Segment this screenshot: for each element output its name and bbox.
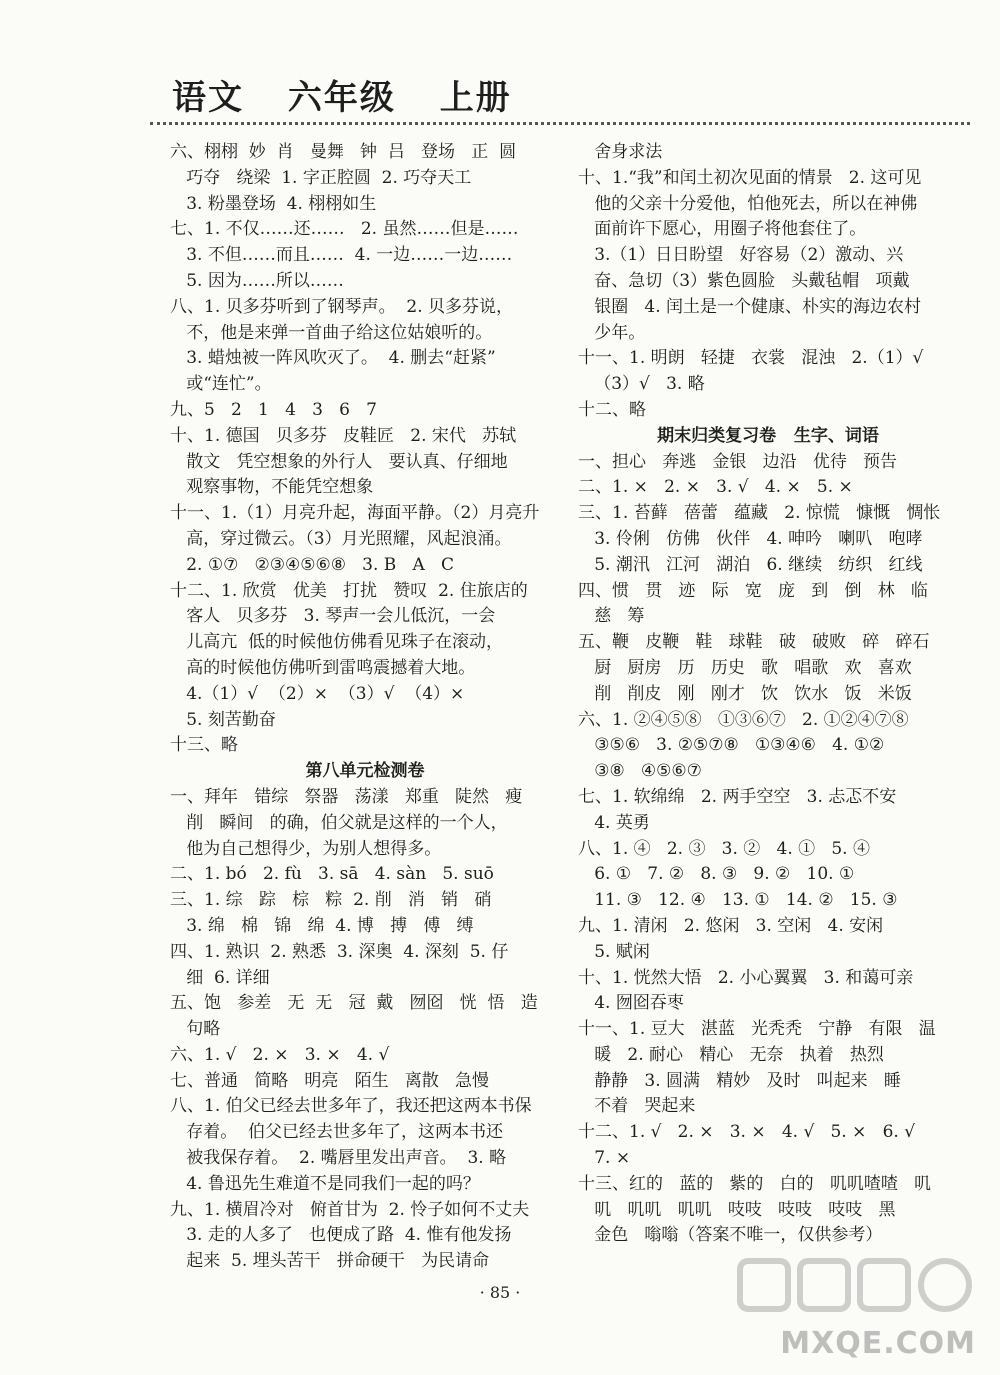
header-divider [150, 122, 970, 125]
right-line: 七、1. 软绵绵 2. 两手空空 3. 忐忑不安 [578, 786, 897, 807]
left-line: 七、普通 简略 明亮 陌生 离散 急慢 [170, 1070, 490, 1091]
right-line: 3.（1）日日盼望 好容易（2）激动、兴 [578, 245, 904, 266]
left-line: 被我保存着。 2. 嘴唇里发出声音。 3. 略 [170, 1148, 507, 1169]
left-line: 九、5 2 1 4 3 6 7 [170, 399, 377, 420]
right-line: 四、惯 贯 迹 际 宽 庞 到 倒 林 临 [578, 580, 928, 601]
right-column [578, 140, 958, 1249]
right-line: ③⑤⑥ 3. ②⑤⑦⑧ ①③④⑥ 4. ①② [578, 735, 885, 756]
left-line: 高的时候他仿佛听到雷鸣震撼着大地。 [170, 657, 476, 678]
right-line: 奋、急切（3）紫色圆脸 头戴毡帽 项戴 [578, 270, 910, 291]
right-line: 6. ① 7. ② 8. ③ 9. ② 10. ① [578, 864, 855, 885]
right-line: 面前许下愿心，用圈子将他套住了。 [578, 219, 867, 240]
left-line: 十二、1. 欣赏 优美 打扰 赞叹 2. 住旅店的 [170, 580, 528, 601]
left-line: 十一、1.（1）月亮升起，海面平静。（2）月亮升 [170, 503, 540, 524]
right-line: 11. ③ 12. ④ 13. ① 14. ② 15. ③ [578, 890, 898, 911]
left-line: 六、栩栩 妙 肖 曼舞 钟 吕 登场 正 圆 [170, 142, 517, 162]
right-line: 十、1.“我”和闰土初次见面的情景 2. 这可见 [578, 167, 922, 188]
left-line: 不，他是来弹一首曲子给这位姑娘听的。 [170, 322, 493, 343]
left-line: 3. 蜡烛被一阵风吹灭了。 4. 删去“赶紧” [170, 348, 496, 369]
left-line: 起来 5. 埋头苦干 拼命硬干 为民请命 [170, 1251, 490, 1272]
left-column [170, 140, 560, 1275]
left-line: 九、1. 横眉冷对 俯首甘为 2. 怜子如何不丈夫 [170, 1199, 530, 1220]
left-line: 二、1. bó 2. fù 3. sā 4. sàn 5. suō [170, 864, 494, 885]
left-line: 散文 凭空想象的外行人 要认真、仔细地 [170, 451, 508, 472]
right-line: 五、鞭 皮鞭 鞋 球鞋 破 破败 碎 碎石 [578, 632, 930, 653]
left-line: 3. 走的人多了 也便成了路 4. 惟有他发扬 [170, 1225, 512, 1246]
left-line: 或“连忙”。 [170, 374, 272, 395]
left-line: 5. 刻苦勤奋 [170, 709, 276, 730]
right-line: 削 削皮 刚 刚才 饮 饮水 饭 米饭 [578, 683, 912, 704]
right-line: 十一、1. 豆大 湛蓝 光秃秃 宁静 有限 温 [578, 1019, 936, 1040]
right-line: （3）√ 3. 略 [578, 374, 705, 395]
right-line: 一、担心 奔逃 金银 边沿 优待 预告 [578, 451, 898, 472]
right-line: 厨 厨房 历 历史 歌 唱歌 欢 喜欢 [578, 657, 912, 678]
right-line: 十二、1. √ 2. × 3. × 4. √ 5. × 6. √ [578, 1122, 916, 1143]
left-line: 巧夺 绕梁 1. 字正腔圆 2. 巧夺天工 [170, 167, 472, 188]
right-line: 十三、红的 蓝的 紫的 白的 叽叽喳喳 叽 [578, 1173, 932, 1194]
right-line: 六、1. ②④⑤⑧ ①③⑥⑦ 2. ①②④⑦⑧ [578, 709, 909, 730]
page-number: · 85 · [479, 1283, 521, 1302]
right-line: 二、1. × 2. × 3. √ 4. × 5. × [578, 477, 853, 498]
left-line: 十、1. 德国 贝多芬 皮鞋匠 2. 宋代 苏轼 [170, 425, 517, 446]
right-line: 4. 英勇 [578, 812, 650, 833]
left-line: 他为自己想得少，为别人想得多。 [170, 838, 442, 859]
left-line: 六、1. √ 2. × 3. × 4. √ [170, 1044, 390, 1065]
right-line: 十一、1. 明朗 轻捷 衣裳 混浊 2.（1）√ [578, 348, 924, 369]
right-line: 5. 赋闲 [578, 941, 650, 962]
left-line: 削 瞬间 的确，伯父就是这样的一个人， [170, 812, 508, 833]
left-line: 观察事物，不能凭空想象 [170, 477, 374, 498]
left-line: 高，穿过微云。（3）月光照耀，风起浪涌。 [170, 528, 512, 549]
left-line: 儿高亢 低的时候他仿佛看见珠子在滚动， [170, 632, 504, 653]
right-line: 三、1. 苔藓 蓓蕾 蕴藏 2. 惊慌 慷慨 惆怅 [578, 503, 941, 524]
right-line: 暖 2. 耐心 精心 无奈 执着 热烈 [578, 1044, 884, 1065]
left-line: 句略 [170, 1019, 221, 1040]
left-line: 八、1. 贝多芬听到了钢琴声。 2. 贝多芬说， [170, 296, 514, 317]
grade: 六年级 [287, 78, 396, 118]
right-line: 7. × [578, 1148, 631, 1169]
right-line: 银圈 4. 闰土是一个健康、朴实的海边农村 [578, 296, 922, 317]
left-line: 3. 绵 棉 锦 绵 4. 博 搏 傅 缚 [170, 915, 474, 936]
right-line: 不着 哭起来 [578, 1096, 696, 1117]
right-line: 十、1. 恍然大悟 2. 小心翼翼 3. 和蔼可亲 [578, 967, 914, 988]
right-line: 静静 3. 圆满 精妙 及时 叫起来 睡 [578, 1070, 901, 1091]
left-line: 一、拜年 错综 祭器 荡漾 郑重 陡然 瘦 [170, 786, 523, 807]
left-line: 十三、略 [170, 735, 238, 756]
right-line: 十二、略 [578, 399, 646, 420]
left-line: 细 6. 详细 [170, 967, 270, 988]
right-line: 3. 伶俐 仿佛 伙伴 4. 呻吟 喇叭 咆哮 [578, 528, 923, 549]
volume: 上册 [439, 78, 512, 118]
left-line: 五、饱 参差 无 无 冠 戴 囫囵 恍 悟 造 [170, 993, 538, 1014]
right-line: 他的父亲十分爱他，怕他死去，所以在神佛 [578, 193, 918, 214]
section-title: 期末归类复习卷 生字、词语 [657, 425, 879, 446]
right-line: 少年。 [578, 322, 646, 343]
section-title: 第八单元检测卷 [305, 761, 425, 782]
left-line: 5. 因为……所以…… [170, 270, 344, 291]
watermark-text: MXQE.COM [780, 1326, 976, 1361]
right-line: 八、1. ④ 2. ③ 3. ② 4. ① 5. ④ [578, 838, 870, 859]
left-line: 4.（1）√ （2）× （3）√ （4）× [170, 683, 465, 704]
right-line: 舍身求法 [578, 142, 663, 162]
left-line: 3. 不但……而且…… 4. 一边……一边…… [170, 245, 513, 266]
subject: 语文 [172, 78, 244, 118]
left-line: 4. 鲁迅先生难道不是同我们一起的吗？ [170, 1173, 480, 1194]
left-line: 三、1. 综 踪 棕 粽 2. 削 消 销 硝 [170, 890, 492, 911]
left-line: 四、1. 熟识 2. 熟悉 3. 深奥 4. 深刻 5. 仔 [170, 941, 509, 962]
right-line: 4. 囫囵吞枣 [578, 993, 684, 1014]
page-header [172, 70, 542, 119]
right-line: 九、1. 清闲 2. 悠闲 3. 空闲 4. 安闲 [578, 915, 884, 936]
right-line: 5. 潮汛 江河 湖泊 6. 继续 纺织 红线 [578, 554, 923, 575]
left-line: 七、1. 不仅……还…… 2. 虽然……但是…… [170, 219, 519, 240]
left-line: 3. 粉墨登场 4. 栩栩如生 [170, 193, 377, 214]
left-line: 客人 贝多芬 3. 琴声一会儿低沉，一会 [170, 606, 496, 627]
right-line: 金色 嗡嗡（答案不唯一，仅供参考） [578, 1225, 883, 1246]
right-line: 慈 筹 [578, 606, 645, 627]
left-line: 2. ①⑦ ②③④⑤⑥⑧ 3. B A C [170, 554, 455, 575]
left-line: 八、1. 伯父已经去世多年了，我还把这两本书保 [170, 1096, 532, 1117]
left-line: 存着。 伯父已经去世多年了，这两本书还 [170, 1122, 504, 1143]
right-line: 叽 叽叽 叽叽 吱吱 吱吱 吱吱 黑 [578, 1199, 896, 1220]
right-line: ③⑧ ④⑤⑥⑦ [578, 761, 702, 782]
